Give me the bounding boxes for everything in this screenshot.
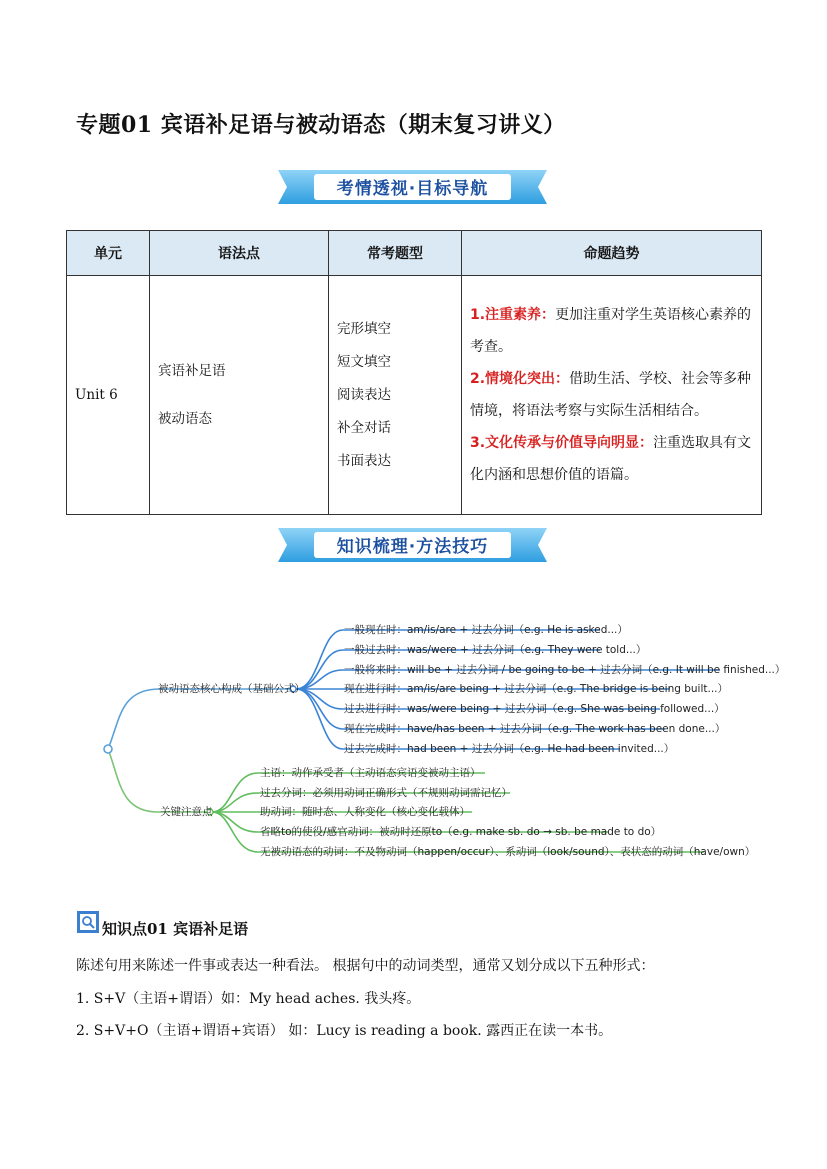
mindmap-leaf: 无被动语态的动词：不及物动词（happen/occur）、系动词（look/sound）、表状态的动词（have/own） [260, 846, 756, 858]
question-type-item: 完形填空 [337, 320, 391, 337]
trend-text: 借助生活、学校、社会等多种情境，将语法考察与实际生活相结合。 [470, 371, 752, 419]
mindmap-leaf: 一般过去时：was/were + 过去分词（e.g. They were told...） [344, 644, 647, 656]
question-type-item: 短文填空 [337, 353, 391, 370]
knowledge-line: 2. S+V+O（主语+谓语+宾语） 如：Lucy is reading a book. 露西正在读一本书。 [76, 1023, 613, 1039]
question-type-item: 补全对话 [337, 419, 391, 436]
page-title: 专题01 宾语补足语与被动语态（期末复习讲义） [76, 112, 566, 138]
overview-table [66, 230, 762, 515]
grammar-item: 宾语补足语 [158, 363, 226, 379]
cell-unit [67, 276, 150, 515]
trend-head: 3.文化传承与价值导向明显： [470, 435, 654, 451]
knowledge-intro: 陈述句用来陈述一件事或表达一种看法。 根据句中的动词类型，通常又划分成以下五种形式： [76, 958, 655, 974]
mindmap-leaf: 现在进行时：am/is/are being + 过去分词（e.g. The bridge is being built...） [344, 683, 729, 695]
mindmap [100, 610, 786, 870]
mindmap-leaf: 过去分词：必须用动词正确形式（不规则动词需记忆） [260, 787, 512, 799]
header-unit: 单元 [67, 231, 150, 276]
unit-text: Unit 6 [75, 386, 118, 403]
mindmap-leaf: 助动词：随时态、人称变化（核心变化载体） [260, 806, 470, 818]
header-grammar: 语法点 [150, 231, 329, 276]
grammar-item: 被动语态 [158, 411, 212, 427]
cell-trends [462, 276, 762, 515]
trend-head: 2.情境化突出： [470, 371, 570, 387]
banner-title: 知识梳理·方法技巧 [336, 537, 489, 557]
knowledge-point-title: 知识点01 宾语补足语 [102, 920, 249, 938]
cell-grammar [150, 276, 329, 515]
mindmap-leaf: 主语：动作承受者（主动语态宾语变被动主语） [260, 767, 481, 779]
section-banner-exam-overview [270, 164, 555, 210]
header-question-types: 常考题型 [329, 231, 462, 276]
trend-text: 注重选取具有文化内涵和思想价值的语篇。 [470, 435, 752, 483]
mindmap-leaf: 一般将来时：will be + 过去分词 / be going to be + 过去分词（e.g. It will be finished...） [344, 664, 786, 676]
magnifier-book-icon [76, 910, 100, 934]
mindmap-leaf: 过去进行时：was/were being + 过去分词（e.g. She was being followed...） [344, 703, 725, 715]
trend-item [470, 363, 753, 427]
question-type-item: 阅读表达 [337, 386, 391, 403]
knowledge-line: 1. S+V（主语+谓语）如：My head aches. 我头疼。 [76, 991, 421, 1007]
mindmap-branch-core: 被动语态核心构成（基础公式） [158, 683, 305, 695]
question-type-item: 书面表达 [337, 452, 391, 469]
mindmap-leaf: 过去完成时：had been + 过去分词（e.g. He had been invited...） [344, 743, 675, 755]
header-trends: 命题趋势 [462, 231, 762, 276]
trend-head: 1.注重素养： [470, 307, 556, 323]
cell-question-types [329, 276, 462, 515]
banner-title: 考情透视·目标导航 [336, 179, 489, 199]
mindmap-leaf: 一般现在时：am/is/are + 过去分词（e.g. He is asked...） [344, 624, 628, 636]
section-banner-knowledge [270, 522, 555, 568]
trend-item [470, 427, 753, 491]
trend-text: 更加注重对学生英语核心素养的考查。 [470, 307, 752, 355]
mindmap-branch-notes: 关键注意点 [160, 806, 213, 818]
mindmap-leaf: 现在完成时：have/has been + 过去分词（e.g. The work has been done...） [344, 723, 726, 735]
mindmap-leaf: 省略to的使役/感官动词：被动时还原to（e.g. make sb. do → sb. be made to do） [260, 826, 662, 838]
trend-item [470, 299, 753, 363]
